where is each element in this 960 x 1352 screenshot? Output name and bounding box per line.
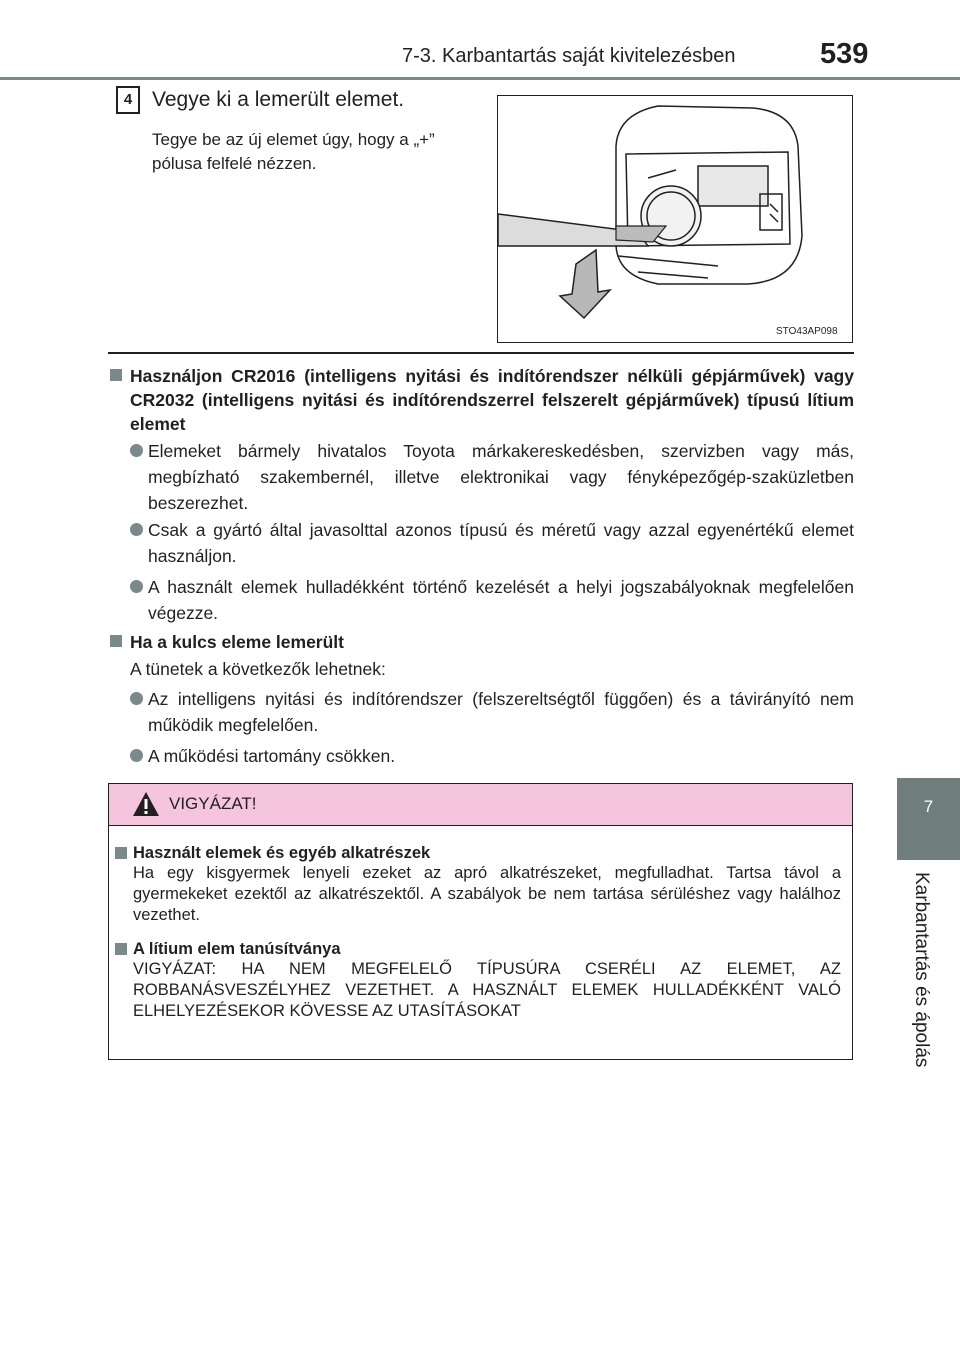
bullet-text: Csak a gyártó által javasolttal azonos típusú és méretű vagy azzal egyenértékű elemet használjon. xyxy=(148,520,854,566)
section-title: 7-3. Karbantartás saját kivitelezésben xyxy=(402,45,736,67)
figure-code: STO43AP098 xyxy=(776,326,838,337)
page-number: 539 xyxy=(820,38,869,70)
warning-header xyxy=(109,784,852,826)
section-heading: Használjon CR2016 (intelligens nyitási és indítórendszer nélküli gépjárművek) vagy CR2032 (intelligens nyitási és indítórendszerrel felszerelt gépjárművek) típusú lítium elemet xyxy=(130,366,854,434)
chapter-tab xyxy=(897,778,960,860)
list-item xyxy=(148,574,854,626)
section-heading: Ha a kulcs eleme lemerült xyxy=(130,632,344,652)
square-bullet-icon xyxy=(110,635,122,647)
section-divider xyxy=(108,352,854,354)
warning-item xyxy=(115,940,841,1022)
square-bullet-icon xyxy=(115,847,127,859)
square-bullet-icon xyxy=(110,369,122,381)
warning-item-heading: Használt elemek és egyéb alkatrészek xyxy=(133,844,431,862)
header-divider xyxy=(0,77,960,80)
section-battery-type xyxy=(110,364,854,436)
step-title: Vegye ki a lemerült elemet. xyxy=(152,88,405,111)
round-bullet-icon xyxy=(130,749,143,762)
warning-triangle-icon xyxy=(131,790,161,818)
list-item xyxy=(148,686,854,738)
warning-item-text: Ha egy kisgyermek lenyeli ezeket az apró alkatrészeket, megfulladhat. Tartsa távol a gyermekeket ezektől az alkatrészektől. A szabályok be nem tartása sérüléshez vagy halálhoz vezethet. xyxy=(133,864,841,924)
section-battery-low xyxy=(110,630,854,654)
chapter-title-vertical xyxy=(898,872,942,1152)
arrow-down-icon xyxy=(560,250,610,318)
bullet-text: A működési tartomány csökken. xyxy=(148,746,396,766)
warning-item-heading: A lítium elem tanúsítványa xyxy=(133,940,341,958)
list-item xyxy=(148,743,854,769)
round-bullet-icon xyxy=(130,580,143,593)
bullet-text: Az intelligens nyitási és indítórendszer (felszereltségtől függően) és a távirányító nem működik megfelelően. xyxy=(148,689,854,735)
round-bullet-icon xyxy=(130,523,143,536)
bullet-text: Elemeket bármely hivatalos Toyota márkakereskedésben, szervizben vagy más, megbízható szakembernél, illetve elektronikai vagy fényképezőgép-szaküzletben beszerezhet. xyxy=(148,441,854,513)
section-intro: A tünetek a következők lehetnek: xyxy=(130,659,386,679)
chapter-number: 7 xyxy=(923,797,934,816)
warning-item-text: VIGYÁZAT: HA NEM MEGFELELŐ TÍPUSÚRA CSERÉLI AZ ELEMET, AZ ROBBANÁSVESZÉLYHEZ VEZETHET. A HASZNÁLT ELEMEK HULLADÉKKÉNT VALÓ ELHELYEZÉSEKOR KÖVESSE AZ UTASÍTÁSOKAT xyxy=(133,960,841,1020)
step-number-box: 4 xyxy=(116,86,140,114)
warning-title: VIGYÁZAT! xyxy=(169,794,257,813)
list-item xyxy=(148,438,854,516)
key-battery-illustration xyxy=(497,95,853,343)
warning-item xyxy=(115,844,841,926)
bullet-text: A használt elemek hulladékként történő kezelését a helyi jogszabályoknak megfelelően végezze. xyxy=(148,577,854,623)
square-bullet-icon xyxy=(115,943,127,955)
key-fob-drawing xyxy=(498,96,852,342)
step-body: Tegye be az új elemet úgy, hogy a „+” pólusa felfelé nézzen. xyxy=(152,130,435,173)
chapter-title: Karbantartás és ápolás xyxy=(911,872,932,1068)
warning-box xyxy=(108,783,853,1060)
round-bullet-icon xyxy=(130,444,143,457)
list-item xyxy=(148,517,854,569)
round-bullet-icon xyxy=(130,692,143,705)
